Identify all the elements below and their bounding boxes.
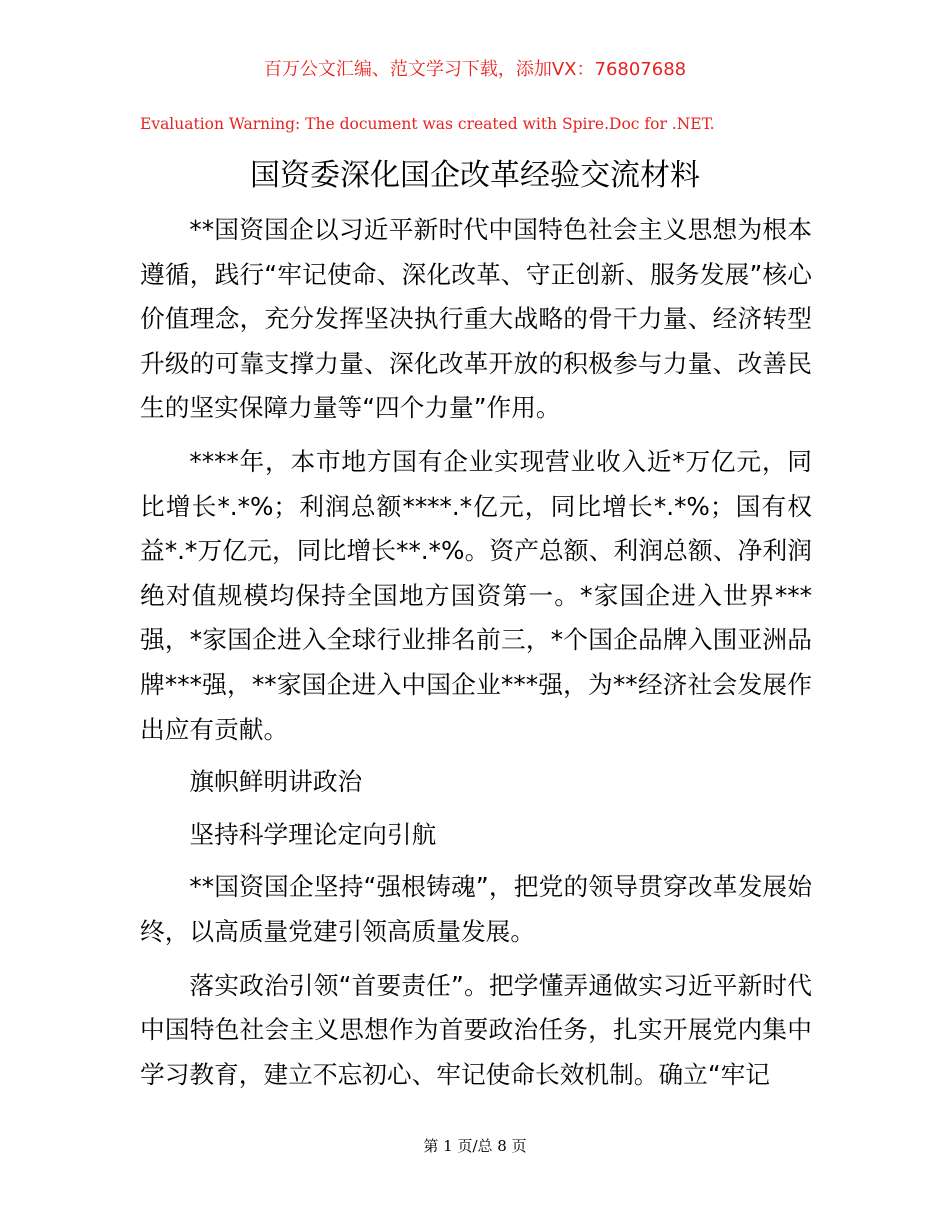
page-number: 第 1 页/总 8 页 <box>423 1137 527 1155</box>
header-banner: 百万公文汇编、范文学习下载，添加VX：76807688 <box>263 59 687 80</box>
paragraph-intro: **国资国企以习近平新时代中国特色社会主义思想为根本遵循，践行“牢记使命、深化改革、守正创新、服务发展”核心价值理念，充分发挥坚决执行重大战略的骨干力量、经济转型升级的可靠支撑力量、深化改革开放的积极参与力量、改善民生的坚实保障力量等“四个力量”作用。 <box>140 215 812 423</box>
document-title: 国资委深化国企改革经验交流材料 <box>250 158 700 193</box>
document-body <box>140 208 812 1097</box>
subsection-heading: 坚持科学理论定向引航 <box>189 819 437 849</box>
paragraph-party-leadership: **国资国企坚持“强根铸魂”，把党的领导贯穿改革发展始终，以高质量党建引领高质量发展。 <box>140 872 812 946</box>
section-heading: 旗帜鲜明讲政治 <box>189 767 363 797</box>
paragraph-performance: ****年，本市地方国有企业实现营业收入近*万亿元，同比增长*.*%；利润总额****.*亿元，同比增长*.*%；国有权益*.*万亿元，同比增长**.*%。资产总额、利润总额、净利润绝对值规模均保持全国地方国资第一。*家国企进入世界***强，*家国企进入全球行业排名前三，*个国企品牌入围亚洲品牌***强，**家国企进入中国企业***强，为**经济社会发展作出应有贡献。 <box>140 446 812 744</box>
paragraph-political-guidance: 落实政治引领“首要责任”。把学懂弄通做实习近平新时代中国特色社会主义思想作为首要政治任务，扎实开展党内集中学习教育，建立不忘初心、牢记使命长效机制。确立“牢记 <box>140 970 812 1089</box>
evaluation-warning: Evaluation Warning: The document was created with Spire.Doc for .NET. <box>140 115 715 133</box>
